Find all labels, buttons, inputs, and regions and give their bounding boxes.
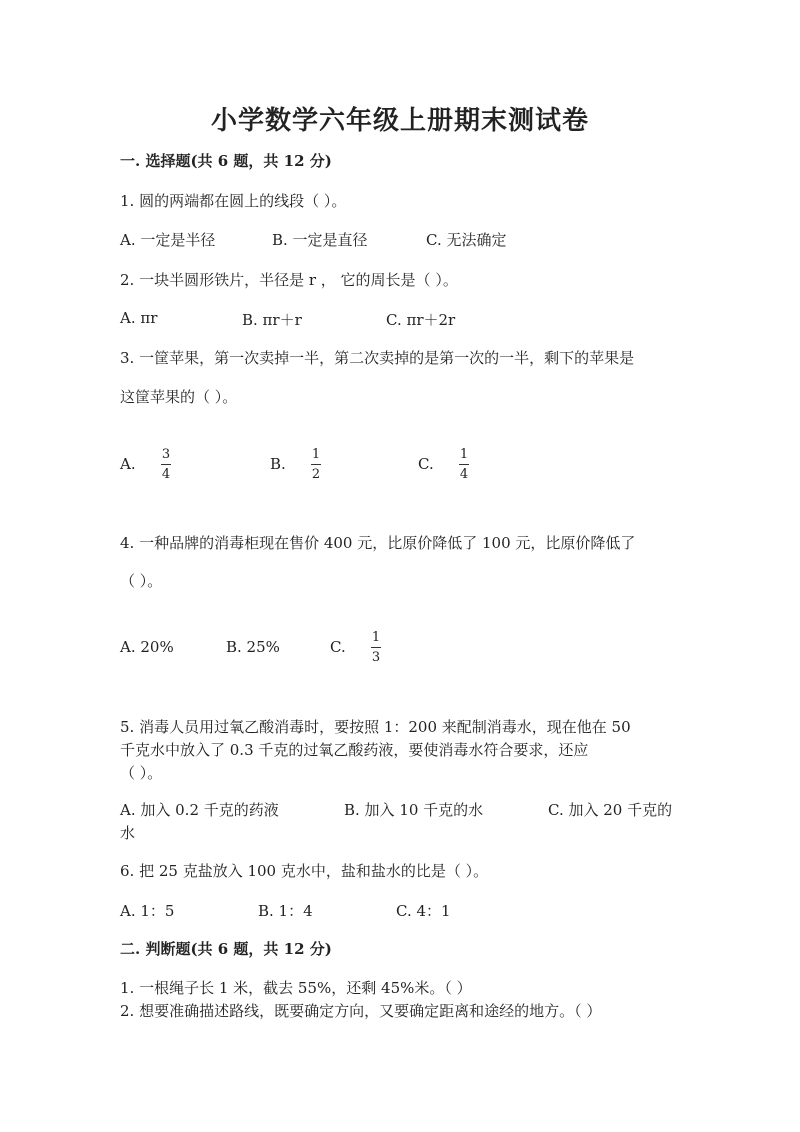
fraction-numerator: 3 bbox=[161, 447, 171, 462]
question-1-option-c: C. 无法确定 bbox=[426, 231, 507, 249]
question-6-option-a: A. 1：5 bbox=[120, 902, 175, 920]
question-4-option-c-label: C. bbox=[330, 638, 346, 656]
fraction-bar bbox=[311, 464, 321, 465]
question-5-line-2: 千克水中放入了 0.3 千克的过氧乙酸药液，要使消毒水符合要求，还应 bbox=[120, 741, 589, 759]
fraction-denominator: 4 bbox=[459, 467, 469, 482]
question-4-option-c-fraction bbox=[371, 630, 381, 665]
question-3-option-b-fraction bbox=[311, 447, 321, 482]
question-2-option-b: B. πr＋r bbox=[242, 311, 302, 329]
fraction-numerator: 1 bbox=[311, 447, 321, 462]
question-4-line-1: 4. 一种品牌的消毒柜现在售价 400 元，比原价降低了 100 元，比原价降低了 bbox=[120, 534, 636, 552]
question-3-option-a-fraction bbox=[161, 447, 171, 482]
fraction-bar bbox=[371, 647, 381, 648]
fraction-numerator: 1 bbox=[459, 447, 469, 462]
question-1-text: 1. 圆的两端都在圆上的线段（ ）。 bbox=[120, 192, 347, 210]
fraction-bar bbox=[161, 464, 171, 465]
question-6-option-c: C. 4：1 bbox=[396, 902, 451, 920]
question-3-line-2: 这筐苹果的（ ）。 bbox=[120, 388, 238, 406]
question-5-option-c-continued: 水 bbox=[120, 824, 136, 842]
question-3-option-c-label: C. bbox=[418, 455, 434, 473]
question-5-option-c: C. 加入 20 千克的 bbox=[548, 801, 673, 819]
fraction-numerator: 1 bbox=[371, 630, 381, 645]
question-3-option-c-fraction bbox=[459, 447, 469, 482]
section-heading-true-false: 二. 判断题(共 6 题，共 12 分) bbox=[120, 940, 332, 958]
question-5-line-3: （ ）。 bbox=[120, 764, 163, 782]
fraction-denominator: 3 bbox=[371, 650, 381, 665]
tf-question-1: 1. 一根绳子长 1 米，截去 55%，还剩 45%米。（ ） bbox=[120, 979, 472, 997]
question-4-option-b: B. 25% bbox=[226, 638, 280, 656]
question-5-option-b: B. 加入 10 千克的水 bbox=[344, 801, 484, 819]
fraction-denominator: 2 bbox=[311, 467, 321, 482]
section-heading-choice: 一. 选择题(共 6 题，共 12 分) bbox=[120, 152, 332, 170]
question-6-text: 6. 把 25 克盐放入 100 克水中，盐和盐水的比是（ ）。 bbox=[120, 862, 489, 880]
question-3-line-1: 3. 一筐苹果，第一次卖掉一半，第二次卖掉的是第一次的一半，剩下的苹果是 bbox=[120, 349, 635, 367]
question-2-text: 2. 一块半圆形铁片，半径是 r ， 它的周长是（ ）。 bbox=[120, 271, 458, 289]
question-5-option-a: A. 加入 0.2 千克的药液 bbox=[120, 801, 279, 819]
question-1-option-a: A. 一定是半径 bbox=[120, 231, 216, 249]
question-2-option-c: C. πr＋2r bbox=[386, 311, 456, 329]
question-4-option-a: A. 20% bbox=[120, 638, 174, 656]
question-4-line-2: （ ）。 bbox=[120, 572, 163, 590]
fraction-denominator: 4 bbox=[161, 467, 171, 482]
question-1-option-b: B. 一定是直径 bbox=[272, 231, 368, 249]
question-3-option-a-label: A. bbox=[120, 455, 136, 473]
question-3-option-b-label: B. bbox=[270, 455, 286, 473]
page-title: 小学数学六年级上册期末测试卷 bbox=[210, 106, 589, 136]
question-6-option-b: B. 1：4 bbox=[258, 902, 313, 920]
question-2-option-a: A. πr bbox=[120, 309, 158, 327]
fraction-bar bbox=[459, 464, 469, 465]
tf-question-2: 2. 想要准确描述路线，既要确定方向，又要确定距离和途经的地方。（ ） bbox=[120, 1002, 602, 1020]
question-5-line-1: 5. 消毒人员用过氧乙酸消毒时，要按照 1：200 来配制消毒水，现在他在 50 bbox=[120, 718, 631, 736]
